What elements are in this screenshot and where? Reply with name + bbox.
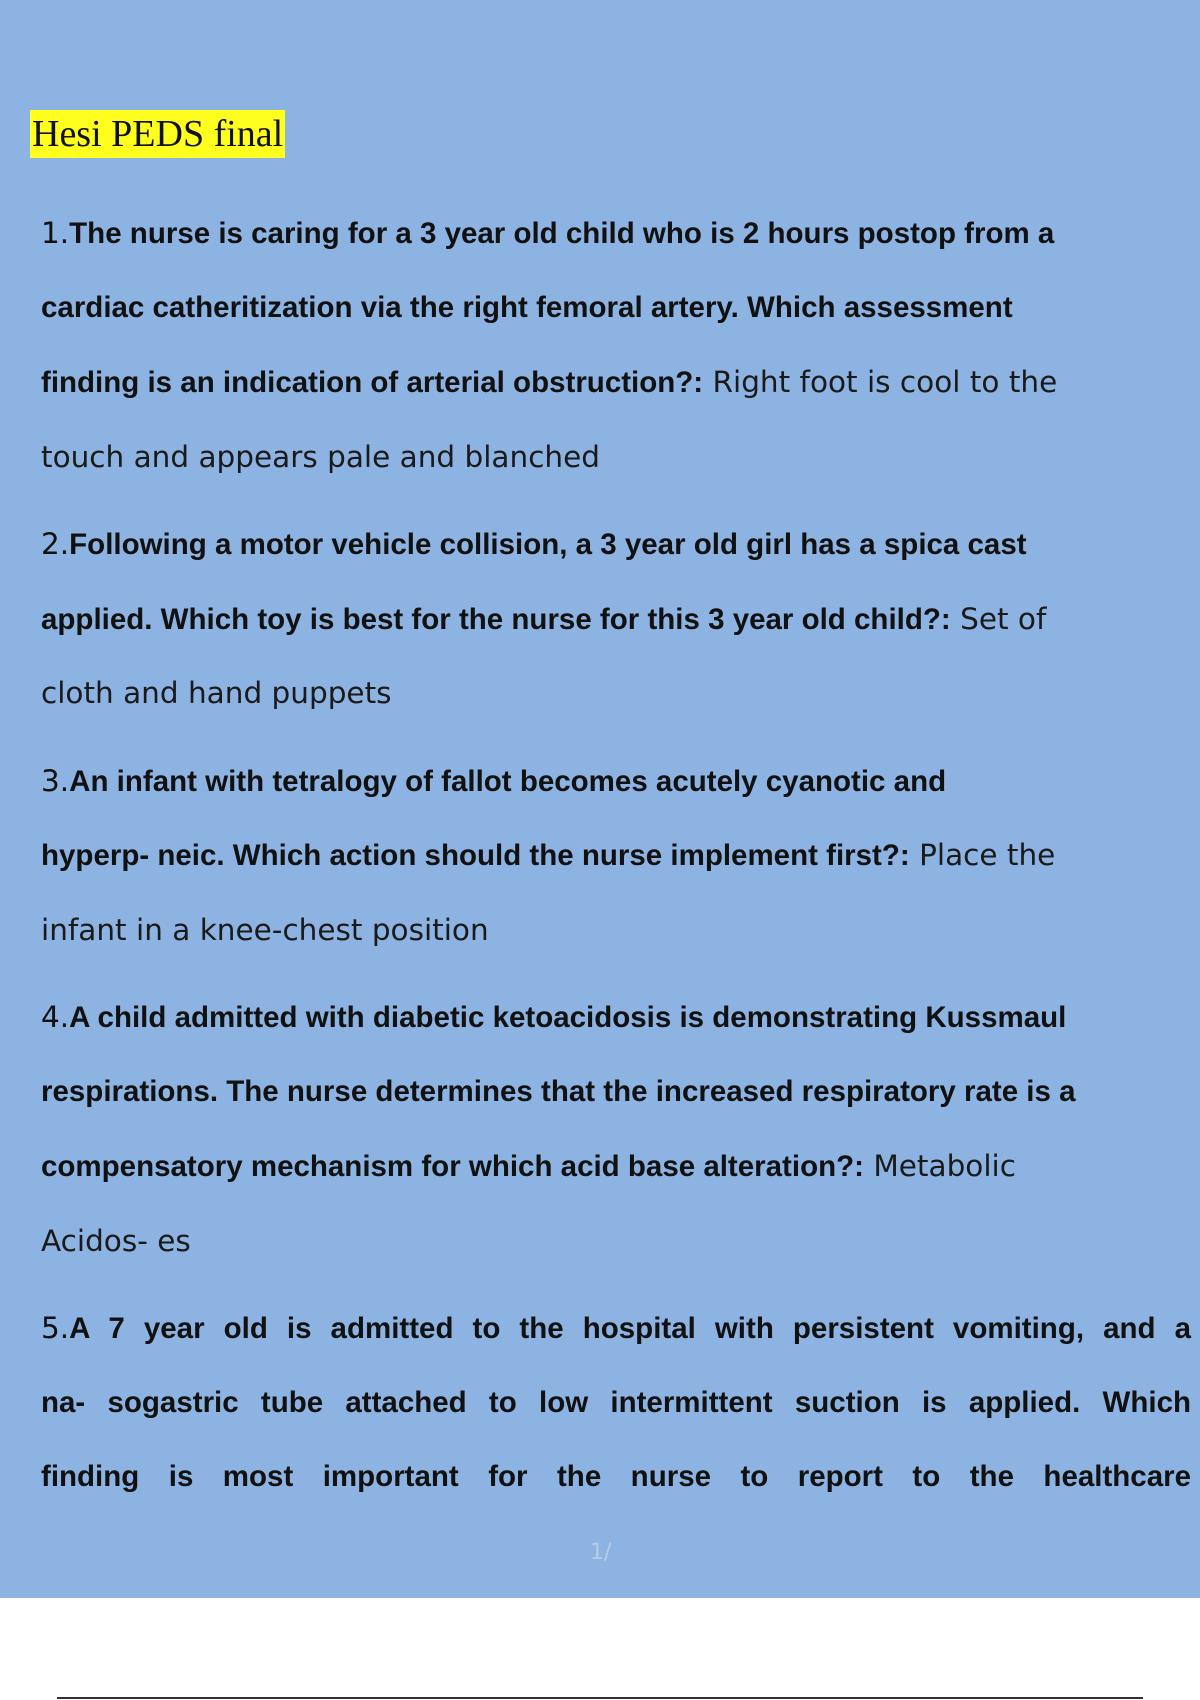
question-number: 5. [41, 1311, 70, 1345]
question-text: respirations. The nurse determines that the increased respiratory rate is a [41, 1074, 1076, 1108]
question-text: na- sogastric tube attached to low intermittent suction is applied. Which [41, 1385, 1191, 1419]
question-number: 2. [41, 527, 70, 561]
question-line [41, 271, 1191, 346]
question-line [41, 980, 1191, 1055]
question-item [41, 196, 1191, 494]
question-text: The nurse is caring for a 3 year old child who is 2 hours postop from a [69, 217, 1055, 250]
question-line [41, 196, 1191, 271]
page-number: 1/ [590, 1540, 612, 1565]
question-line [41, 582, 1191, 657]
question-text: finding is an indication of arterial obstruction?: [41, 366, 704, 399]
question-line [41, 1291, 1191, 1366]
answer-text: Right foot is cool to the [703, 365, 1058, 399]
question-line [41, 507, 1191, 582]
document-title: Hesi PEDS final [30, 110, 285, 158]
question-text: applied. Which toy is best for the nurse for this 3 year old child?: [41, 602, 951, 636]
question-line [41, 744, 1191, 819]
question-line [41, 656, 1191, 731]
question-item [41, 980, 1191, 1278]
answer-text: Acidos- es [41, 1223, 191, 1258]
answer-text: cloth and hand puppets [41, 676, 392, 710]
answer-text: touch and appears pale and blanched [41, 439, 601, 474]
answer-text: Set of [950, 601, 1047, 636]
question-text: Following a motor vehicle collision, a 3 year old girl has a spica cast [69, 528, 1027, 561]
question-line [41, 420, 1191, 495]
question-line [41, 1055, 1191, 1130]
question-line [41, 1129, 1191, 1204]
question-text: An infant with tetralogy of fallot becomes acutely cyanotic and [69, 764, 947, 798]
question-text: hyperp- neic. Which action should the nurse implement first?: [41, 839, 910, 872]
question-list [41, 196, 1191, 1515]
question-item [41, 1291, 1191, 1515]
answer-text: Metabolic [863, 1149, 1016, 1183]
answer-text: Place the [909, 838, 1056, 872]
question-item [41, 744, 1191, 968]
footer-divider [57, 1697, 1143, 1699]
question-text: cardiac catheritization via the right femoral artery. Which assessment [41, 290, 1013, 324]
question-text: A child admitted with diabetic ketoacidosis is demonstrating Kussmaul [69, 1001, 1067, 1034]
question-text: finding is most important for the nurse to report to the healthcare [41, 1460, 1191, 1493]
question-line [41, 1440, 1191, 1515]
question-line [41, 1366, 1191, 1441]
question-number: 3. [41, 763, 70, 798]
question-text: A 7 year old is admitted to the hospital with persistent vomiting, and a [69, 1312, 1191, 1345]
question-number: 1. [41, 216, 70, 250]
question-number: 4. [41, 1000, 70, 1034]
answer-text: infant in a knee-chest position [41, 912, 489, 947]
question-line [41, 1204, 1191, 1279]
question-text: compensatory mechanism for which acid base alteration?: [41, 1150, 864, 1183]
question-line [41, 893, 1191, 968]
question-item [41, 507, 1191, 731]
question-line [41, 345, 1191, 420]
question-line [41, 818, 1191, 893]
